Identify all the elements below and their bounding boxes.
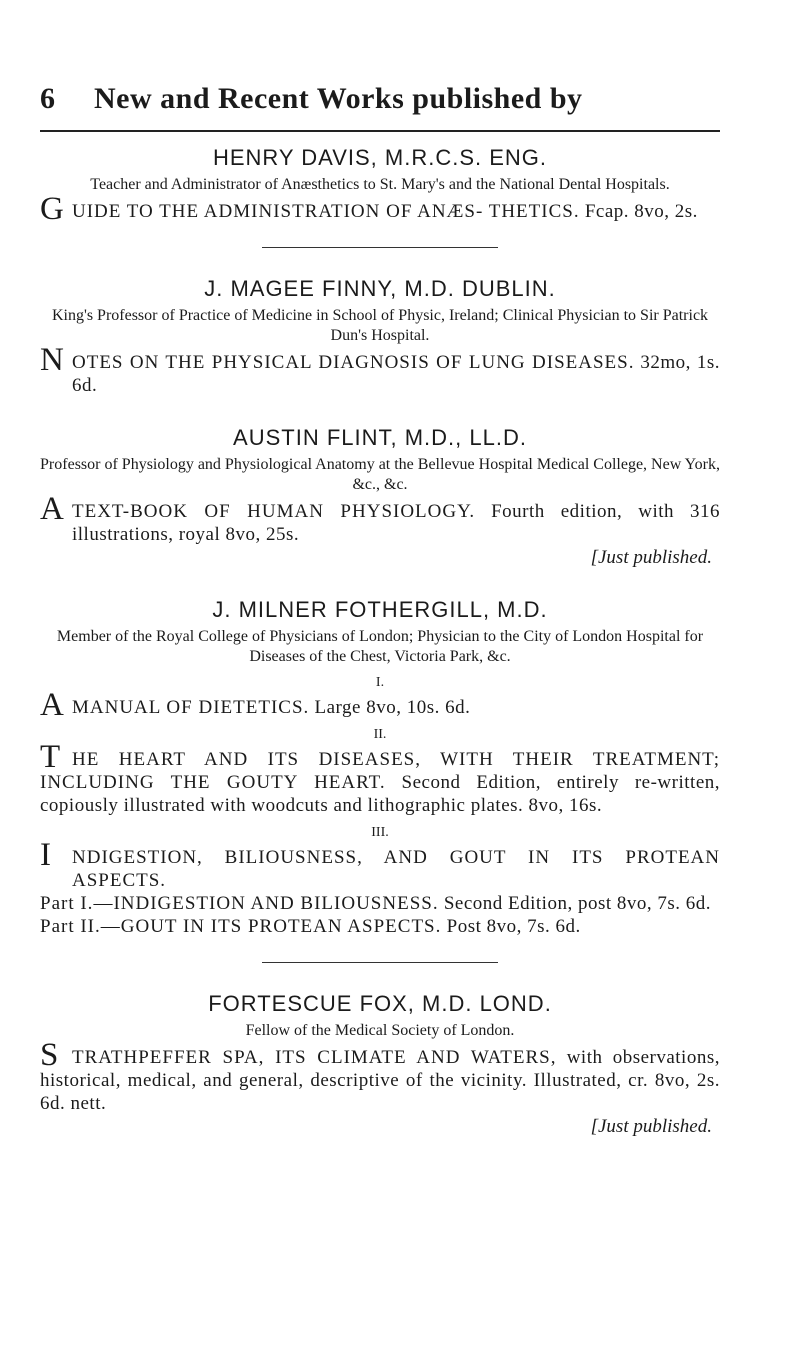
book-title: OTES ON THE PHYSICAL DIAGNOSIS OF LUNG DISEASES. — [72, 352, 635, 373]
work-numeral: I. — [375, 675, 385, 690]
work-numeral: II. — [373, 727, 387, 742]
drop-cap: S — [40, 1037, 59, 1073]
author-name: AUSTIN FLINT, M.D., LL.D. — [233, 425, 527, 450]
book-details: Fcap. 8vo, 2s. — [579, 201, 698, 222]
author-affiliation: King's Professor of Practice of Medicine in School of Physic, Ireland; Clinical Physician to Sir Patrick Dun's Hospital. — [51, 307, 709, 344]
page-header — [40, 82, 720, 132]
part-details: Post 8vo, 7s. 6d. — [441, 916, 581, 937]
author-affiliation: Professor of Physiology and Physiological Anatomy at the Bellevue Hospital Medical College, New York, &c., &c. — [40, 456, 720, 493]
section-divider — [262, 247, 498, 248]
page-number: 6 — [40, 82, 55, 115]
book-entry — [40, 1037, 720, 1115]
part-title: —GOUT IN ITS PROTEAN ASPECTS. — [100, 916, 442, 937]
author-name: FORTESCUE FOX, M.D. LOND. — [208, 991, 552, 1016]
book-title: TRATHPEFFER SPA, ITS CLIMATE AND WATERS, — [72, 1047, 557, 1068]
section-divider — [262, 962, 498, 963]
book-title: HE HEART AND ITS DISEASES, WITH THEIR TREATMENT; INCLUDING THE GOUTY HEART. — [40, 749, 720, 793]
author-name: HENRY DAVIS, M.R.C.S. ENG. — [212, 145, 548, 170]
book-details: with observations, historical, medical, and general, descriptive of the vicinity. Illustrated, cr. 8vo, 2s. 6d. nett. — [40, 1047, 720, 1114]
catalogue-body — [40, 145, 720, 1138]
publication-note: [Just published. — [590, 1116, 712, 1137]
author-affiliation: Teacher and Administrator of Anæsthetics to St. Mary's and the National Dental Hospitals. — [90, 176, 670, 193]
author-name: J. MAGEE FINNY, M.D. DUBLIN. — [204, 276, 556, 301]
book-entry — [40, 687, 720, 723]
book-part — [40, 892, 720, 915]
book-title: UIDE TO THE ADMINISTRATION OF ANÆS- THETICS. — [72, 201, 580, 222]
drop-cap: A — [40, 491, 65, 527]
part-title: —INDIGESTION AND BILIOUSNESS. — [93, 893, 439, 914]
drop-cap: T — [40, 739, 61, 775]
part-details: Second Edition, post 8vo, 7s. 6d. — [438, 893, 712, 914]
drop-cap: A — [40, 687, 65, 723]
author-affiliation: Fellow of the Medical Society of London. — [245, 1022, 515, 1039]
book-part — [40, 915, 720, 938]
book-entry — [40, 342, 720, 397]
book-entry — [40, 739, 720, 817]
book-details: Second Edition, entirely re-written, copiously illustrated with woodcuts and lithographic plates. 8vo, 16s. — [40, 772, 720, 816]
drop-cap: I — [40, 837, 52, 873]
book-entry — [40, 491, 720, 546]
drop-cap: G — [40, 191, 65, 227]
drop-cap: N — [40, 342, 65, 378]
author-affiliation: Member of the Royal College of Physicians of London; Physician to the City of London Hospital for Diseases of the Chest, Victoria Park, &c. — [56, 628, 704, 665]
author-name: J. MILNER FOTHERGILL, M.D. — [212, 597, 548, 622]
book-details: 32mo, 1s. 6d. — [72, 352, 720, 396]
part-label: Part I. — [40, 893, 94, 914]
book-title: MANUAL OF DIETETICS. — [72, 697, 310, 718]
work-numeral: III. — [371, 825, 389, 840]
book-entry — [40, 837, 720, 892]
book-details: Fourth edition, with 316 illustrations, royal 8vo, 25s. — [72, 501, 720, 545]
publication-note: [Just published. — [590, 547, 712, 568]
part-label: Part II. — [40, 916, 101, 937]
book-title: NDIGESTION, BILIOUSNESS, AND GOUT IN ITS PROTEAN ASPECTS. — [72, 847, 720, 891]
book-entry — [40, 191, 720, 227]
running-title: New and Recent Works published by — [94, 82, 583, 115]
book-details: Large 8vo, 10s. 6d. — [309, 697, 471, 718]
book-title: TEXT-BOOK OF HUMAN PHYSIOLOGY. — [72, 501, 476, 522]
